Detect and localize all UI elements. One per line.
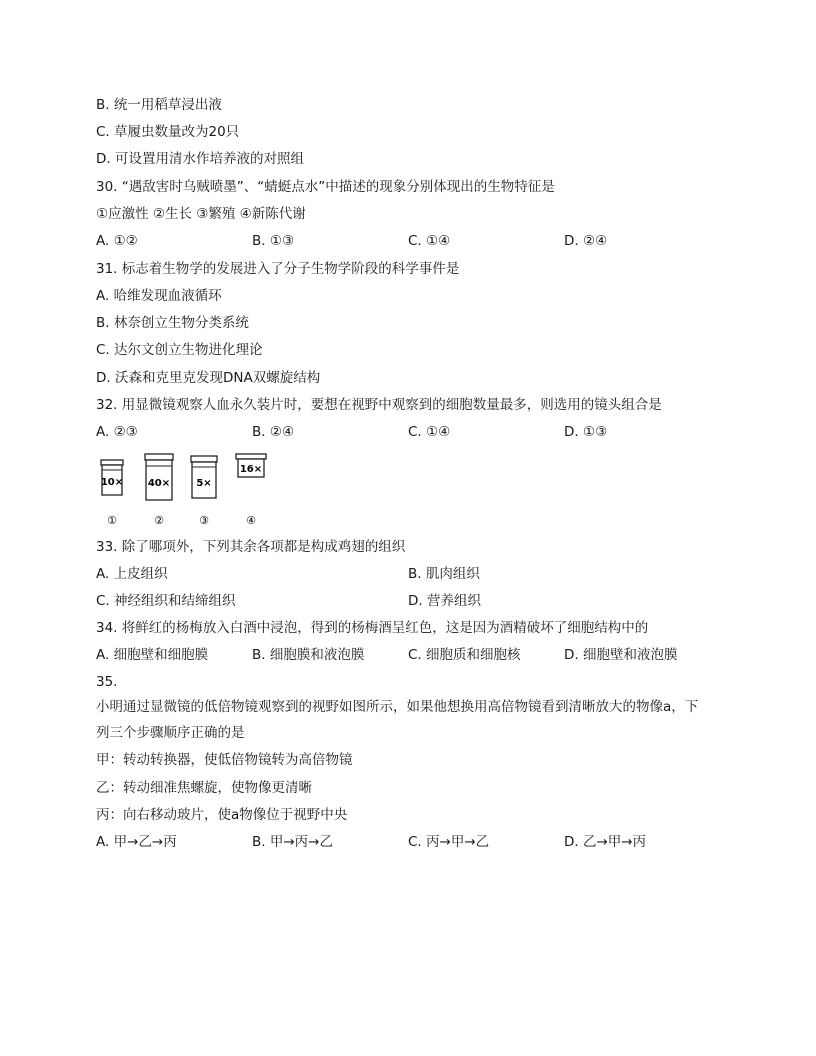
q34-option-b: B. 细胞膜和液泡膜 [252, 647, 365, 663]
q30-stem: 30. “遇敌害时乌贼喷墨”、“蜻蜓点水”中描述的现象分别体现出的生物特征是 [96, 179, 555, 195]
lens-label-1: 10× [100, 477, 124, 488]
lens-number-2: ② [154, 514, 164, 527]
q33-options-row2 [96, 592, 736, 610]
q33-options-row1 [96, 565, 736, 583]
q32-option-c: C. ①④ [408, 424, 451, 440]
q31-option-a: A. 哈维发现血液循环 [96, 288, 222, 304]
q33-option-d: D. 营养组织 [408, 593, 481, 609]
q35-step-jia: 甲：转动转换器，使低倍物镜转为高倍物镜 [96, 752, 353, 768]
q32-options [96, 423, 736, 441]
lens-number-4: ④ [246, 514, 256, 527]
q30-option-d: D. ②④ [564, 233, 608, 249]
objective-40x-icon [145, 454, 173, 500]
microscope-lens-figure [96, 452, 276, 530]
q32-option-d: D. ①③ [564, 424, 608, 440]
q35-stem-line1: 小明通过显微镜的低倍物镜观察到的视野如图所示，如果他想换用高倍物镜看到清晰放大的物像a，下 [96, 699, 699, 715]
q35-number: 35. [96, 674, 118, 690]
q30-items: ①应激性 ②生长 ③繁殖 ④新陈代谢 [96, 206, 306, 222]
q29-option-c: C. 草履虫数量改为20只 [96, 124, 240, 140]
objective-5x-icon [191, 456, 217, 498]
q31-option-b: B. 林奈创立生物分类系统 [96, 315, 249, 331]
q34-stem: 34. 将鲜红的杨梅放入白酒中浸泡，得到的杨梅酒呈红色，这是因为酒精破坏了细胞结构中的 [96, 620, 649, 636]
q31-option-d: D. 沃森和克里克发现DNA双螺旋结构 [96, 370, 321, 386]
lens-label-4: 16× [239, 464, 263, 475]
q34-option-d: D. 细胞壁和液泡膜 [564, 647, 678, 663]
lens-label-2: 40× [147, 478, 171, 489]
q35-option-c: C. 丙→甲→乙 [408, 834, 490, 850]
q34-option-c: C. 细胞质和细胞核 [408, 647, 521, 663]
q32-option-a: A. ②③ [96, 424, 138, 440]
q30-options [96, 232, 736, 250]
q33-option-b: B. 肌肉组织 [408, 566, 480, 582]
q35-stem-line2: 列三个步骤顺序正确的是 [96, 725, 245, 741]
q35-step-bing: 丙：向右移动玻片，使a物像位于视野中央 [96, 807, 348, 823]
q33-option-c: C. 神经组织和结缔组织 [96, 593, 236, 609]
q33-stem: 33. 除了哪项外，下列其余各项都是构成鸡翅的组织 [96, 539, 406, 555]
q35-option-b: B. 甲→丙→乙 [252, 834, 333, 850]
q35-option-d: D. 乙→甲→丙 [564, 834, 647, 850]
q29-option-d: D. 可设置用清水作培养液的对照组 [96, 151, 304, 167]
lens-number-1: ① [107, 514, 117, 527]
q34-option-a: A. 细胞壁和细胞膜 [96, 647, 209, 663]
q31-stem: 31. 标志着生物学的发展进入了分子生物学阶段的科学事件是 [96, 261, 460, 277]
q30-option-b: B. ①③ [252, 233, 295, 249]
q35-options [96, 833, 736, 851]
lens-number-3: ③ [199, 514, 209, 527]
eyepiece-16x-icon [236, 454, 266, 477]
q29-option-b: B. 统一用稻草浸出液 [96, 97, 222, 113]
q30-option-a: A. ①② [96, 233, 138, 249]
q32-stem: 32. 用显微镜观察人血永久装片时，要想在视野中观察到的细胞数量最多，则选用的镜头组合是 [96, 397, 662, 413]
q32-option-b: B. ②④ [252, 424, 295, 440]
q35-option-a: A. 甲→乙→丙 [96, 834, 177, 850]
q35-step-yi: 乙：转动细准焦螺旋，使物像更清晰 [96, 780, 312, 796]
eyepiece-10x-icon [101, 460, 123, 495]
q30-option-c: C. ①④ [408, 233, 451, 249]
q31-option-c: C. 达尔文创立生物进化理论 [96, 342, 263, 358]
lens-label-3: 5× [196, 478, 212, 489]
q33-option-a: A. 上皮组织 [96, 566, 168, 582]
q34-options [96, 646, 736, 664]
